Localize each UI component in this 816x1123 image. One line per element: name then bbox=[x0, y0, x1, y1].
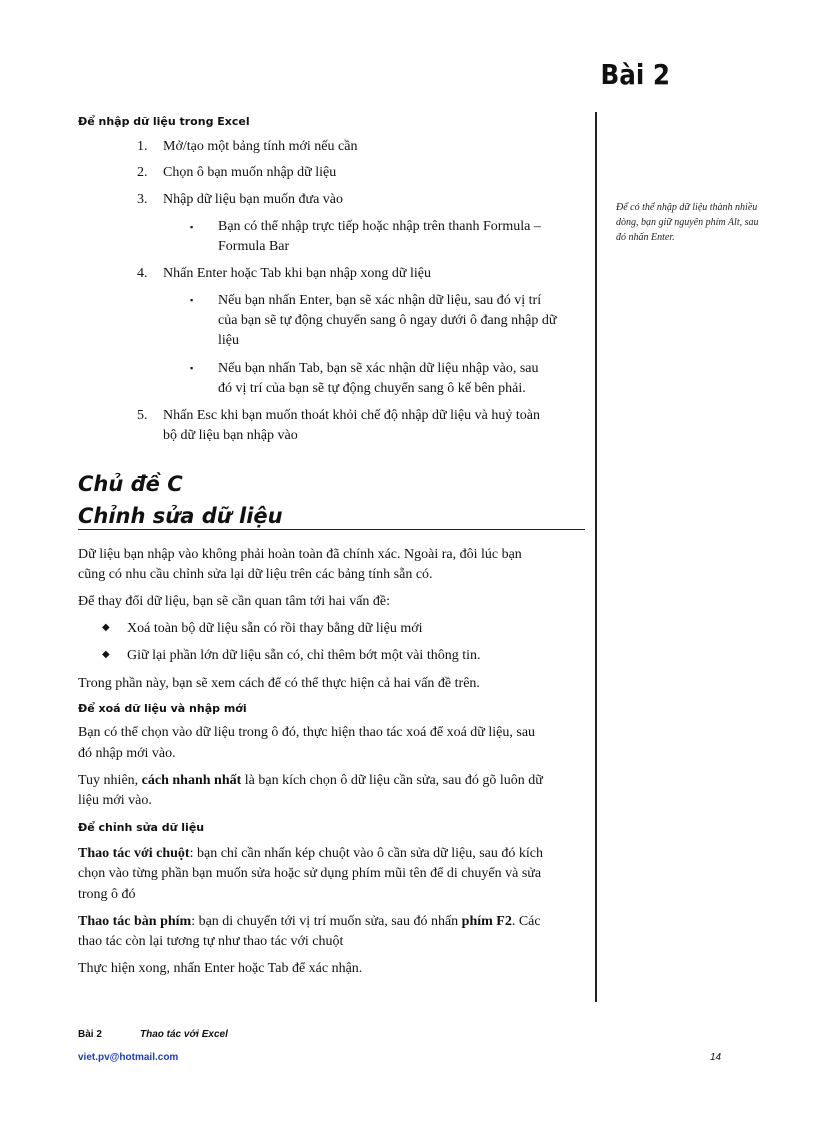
sub-step-text: Nếu bạn nhấn Tab, bạn sẽ xác nhận dữ liệu nhập vào, sau bbox=[218, 361, 539, 376]
sub-step-text: liệu bbox=[218, 333, 239, 348]
step-text: Nhấn Enter hoặc Tab khi bạn nhập xong dữ liệu bbox=[163, 266, 432, 281]
step-text: Mở/tạo một bảng tính mới nếu cần bbox=[163, 139, 358, 154]
topic-title: Chỉnh sửa dữ liệu bbox=[78, 504, 283, 528]
paragraph: đó nhập mới vào. bbox=[78, 746, 176, 761]
lesson-title: Bài 2 bbox=[600, 58, 670, 91]
footer-email-link[interactable]: viet.pv@hotmail.com bbox=[78, 1052, 179, 1063]
paragraph: Thao tác bàn phím: bạn di chuyển tới vị trí muốn sửa, sau đó nhấn phím F2. Các bbox=[78, 914, 541, 929]
sub-step-text: của bạn sẽ tự động chuyển sang ô ngay dưới ô đang nhập dữ bbox=[218, 313, 557, 328]
square-bullet-icon: ▪ bbox=[190, 222, 194, 232]
page-number: 14 bbox=[710, 1052, 722, 1063]
paragraph: cũng có nhu cầu chỉnh sửa lại dữ liệu trên các bảng tính sẵn có. bbox=[78, 567, 433, 582]
margin-rule bbox=[595, 112, 597, 1002]
step-number: 3. bbox=[137, 192, 148, 207]
step-text: Chọn ô bạn muốn nhập dữ liệu bbox=[163, 165, 337, 180]
step-number: 5. bbox=[137, 408, 148, 423]
paragraph: Bạn có thể chọn vào dữ liệu trong ô đó, thực hiện thao tác xoá để xoá dữ liệu, sau bbox=[78, 725, 536, 740]
step-number: 4. bbox=[137, 266, 148, 281]
paragraph: trong ô đó bbox=[78, 887, 136, 902]
footer-lesson: Bài 2 bbox=[78, 1029, 102, 1040]
sub-step-text: Nếu bạn nhấn Enter, bạn sẽ xác nhận dữ liệu, sau đó vị trí bbox=[218, 293, 542, 308]
section-heading-delete: Để xoá dữ liệu và nhập mới bbox=[78, 702, 247, 715]
paragraph: chọn vào từng phần bạn muốn sửa hoặc sử dụng phím mũi tên để di chuyển và sửa bbox=[78, 866, 542, 881]
sub-step-text: Bạn có thể nhập trực tiếp hoặc nhập trên thanh Formula – bbox=[218, 219, 541, 234]
diamond-bullet-icon: ◆ bbox=[102, 649, 110, 660]
paragraph: thao tác còn lại tương tự như thao tác với chuột bbox=[78, 934, 344, 949]
bullet-text: Giữ lại phần lớn dữ liệu sẵn có, chỉ thêm bớt một vài thông tin. bbox=[127, 648, 481, 663]
sub-step-text: đó vị trí của bạn sẽ tự động chuyển sang ô kế bên phải. bbox=[218, 381, 526, 396]
paragraph: Thao tác với chuột: bạn chỉ cần nhấn kép chuột vào ô cần sửa dữ liệu, sau đó kích bbox=[78, 846, 543, 861]
step-text: Nhập dữ liệu bạn muốn đưa vào bbox=[163, 192, 344, 207]
topic-label: Chủ đề C bbox=[78, 472, 183, 496]
bullet-text: Xoá toàn bộ dữ liệu sẵn có rồi thay bằng dữ liệu mới bbox=[127, 621, 423, 636]
paragraph: liệu mới vào. bbox=[78, 793, 152, 808]
paragraph: Thực hiện xong, nhấn Enter hoặc Tab để xác nhận. bbox=[78, 961, 363, 976]
paragraph: Dữ liệu bạn nhập vào không phải hoàn toàn đã chính xác. Ngoài ra, đôi lúc bạn bbox=[78, 547, 522, 562]
diamond-bullet-icon: ◆ bbox=[102, 622, 110, 633]
section-heading-edit: Để chỉnh sửa dữ liệu bbox=[78, 821, 205, 834]
paragraph: Tuy nhiên, cách nhanh nhất là bạn kích chọn ô dữ liệu cần sửa, sau đó gõ luôn dữ bbox=[78, 773, 543, 788]
step-number: 2. bbox=[137, 165, 148, 180]
step-number: 1. bbox=[137, 139, 148, 154]
step-text: bộ dữ liệu bạn nhập vào bbox=[163, 428, 298, 443]
sub-step-text: Formula Bar bbox=[218, 239, 290, 254]
side-note: Để có thể nhập dữ liệu thành nhiều dòng, bạn giữ nguyên phím Alt, sau đó nhấn Enter. bbox=[616, 202, 759, 243]
step-text: Nhấn Esc khi bạn muốn thoát khỏi chế độ nhập dữ liệu và huỷ toàn bbox=[163, 408, 540, 423]
paragraph: Để thay đổi dữ liệu, bạn sẽ cần quan tâm tới hai vấn đề: bbox=[78, 594, 391, 609]
section-heading-enter-data: Để nhập dữ liệu trong Excel bbox=[78, 115, 250, 128]
topic-divider bbox=[78, 529, 585, 530]
square-bullet-icon: ▪ bbox=[190, 363, 194, 373]
square-bullet-icon: ▪ bbox=[190, 295, 194, 305]
footer-subtitle: Thao tác với Excel bbox=[140, 1029, 228, 1040]
paragraph: Trong phần này, bạn sẽ xem cách để có thể thực hiện cả hai vấn đề trên. bbox=[78, 676, 480, 691]
